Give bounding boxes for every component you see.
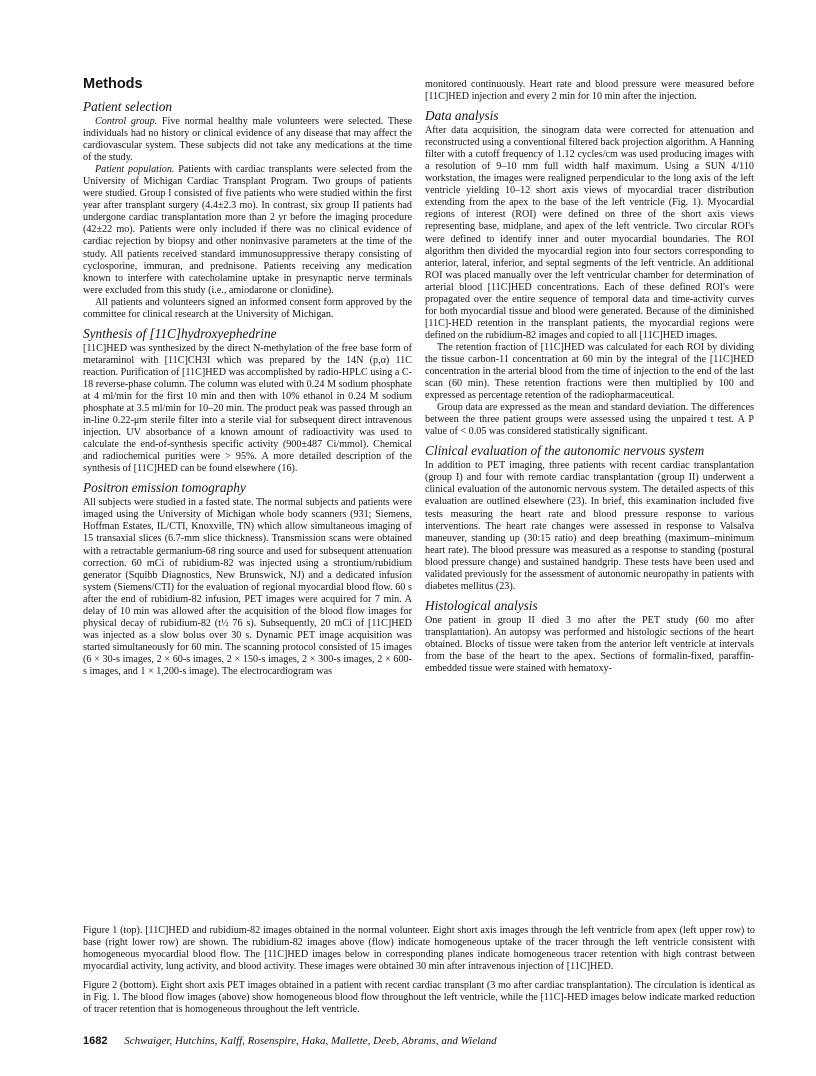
right-column [425,79,754,675]
subheading-patient-selection: Patient selection [83,99,172,114]
paragraph-data-analysis-1: After data acquisition, the sinogram data were corrected for attenuation and reconstructed using a conventional filtered back projection algorithm. A Hanning filter with a cutoff frequency of 1.12 cycles/cm was used producing images with a resolution of 9–10 mm full width half maximum. Using a SUN 4/110 workstation, the images were realigned perpendicular to the long axis of the left ventricle yielding 10–12 short axis views of myocardial tracer distribution extending from the apex to the base of the left ventricle (Fig. 1). Myocardial regions of interest (ROI) were defined on three of the short axis views representing base, midplane, and apex of the left ventricle. Two circular ROI's were defined to identify inner and outer myocardial boundaries. The ROI algorithm then divided the myocardial region into four sectors corresponding to anterior, lateral, inferior, and septal segments of the left ventricle. An additional ROI was placed manually over the left ventricular chamber for determination of arterial blood [11C]HED concentrations. Each of these defined ROI's were propagated over the entire sequence of temporal data and time-activity curves for both myocardial tissue and blood were generated. Because of the diminished [11C]-HED retention in the transplant patients, the myocardial regions were defined on the rubidium-82 images and copied to all [11C]HED images. [425,125,754,341]
paragraph-histological: One patient in group II died 3 mo after the PET study (60 mo after transplantation). An autopsy was performed and histologic sections of the heart obtained. Blocks of tissue were taken from the anterior left ventricle at intervals from the base of the heart to the apex. Sections of formalin-fixed, paraffin-embedded tissue were stained with hematoxy- [425,614,754,675]
figure-2-caption: Figure 2 (bottom). Eight short axis PET images obtained in a patient with recent cardiac transplant (3 mo after cardiac transplantation). The circulation is identical as in Fig. 1. The blood flow images (above) show homogeneous blood flow throughout the left ventricle, while the [11C]-HED images below indicate marked reduction of tracer retention that is homogeneous throughout the left ventricle. [83,980,755,1016]
paragraph-patient-population [83,164,412,297]
subheading-clinical-evaluation: Clinical evaluation of the autonomic nervous system [425,443,705,459]
running-authors: Schwaiger, Hutchins, Kalff, Rosenspire, Haka, Mallette, Deeb, Abrams, and Wieland [124,1035,497,1047]
section-heading-methods: Methods [83,76,143,92]
figure-1-caption: Figure 1 (top). [11C]HED and rubidium-82 images obtained in the normal volunteer. Eight short axis images through the left ventricle from apex (left upper row) to base (right lower row) are shown. The rubidium-82 images above (flow) indicate homogeneous uptake of the tracer through the left ventricle consistent with homogeneous myocardial blood flow. The [11C]HED images below in corresponding planes indicate homogeneous tracer retention with high contrast between myocardial activity, lung activity, and blood activity. These images were obtained 30 min after intravenous injection of [11C]HED. [83,925,755,973]
paragraph-synthesis: [11C]HED was synthesized by the direct N-methylation of the free base form of metaraminol with [11C]CH3I which was prepared by the 14N (p,α) 11C reaction. Purification of [11C]HED was accomplished by radio-HPLC using a C-18 reverse-phase column. The column was eluted with 0.24 M sodium phosphate at 4 ml/min for the first 10 min and then with 10% ethanol in 0.24 M sodium phosphate at 3.5 ml/min for 10–20 min. The product peak was passed through an in-line 0.22-μm sterile filter into a sterile vial for subsequent direct intravenous injection. UV absorbance of a known amount of radioactivity was used to calculate the end-of-synthesis specific activity (900±487 Ci/mmol). Chemical and radiochemical purities were > 95%. A more detailed description of the synthesis of [11C]HED can be found elsewhere (16). [83,342,412,475]
paragraph-data-analysis-2: The retention fraction of [11C]HED was calculated for each ROI by dividing the tissue carbon-11 concentration at 60 min by the integral of the [11C]HED concentration in the arterial blood from the time of injection to the end of the last scan (60 min). These retention fractions were then multiplied by 100 and expressed as percentage retention of the radiopharmaceutical. [425,341,754,402]
text-patient-population: Patients with cardiac transplants were selected from the University of Michigan Cardiac Transplant Program. Two groups of patients were studied. Group I consisted of five patients who were studied within the first year after transplant surgery (4.4±2.3 mo). In contrast, six group II patients had undergone cardiac transplantation more than 2 yr before the imaging procedure (42±22 mo). Patients were only included if there was no clinical evidence of cardiac rejection by biopsy and other noninvasive parameters at the time of the study. All patients received standard immunosuppressive therapy consisting of cyclosporine, immuran, and prednisone. Patients receiving any medication known to interfere with catecholamine uptake in presynaptic nerve terminals were excluded from this study (i.e., amiodarone or clonidine). [83,164,413,296]
subheading-pet: Positron emission tomography [83,480,246,496]
page-number: 1682 [83,1035,108,1047]
paragraph-clinical-evaluation: In addition to PET imaging, three patients with recent cardiac transplantation (group I) and four with remote cardiac transplantation (group II) underwent a clinical evaluation of the autonomic nervous system. The detailed aspects of this evaluation are outlined elsewhere (23). In brief, this examination included five tests measuring the heart rate and blood pressure response to various interventions. The heart rate changes were assessed in response to Valsalva maneuver, standing up (30:15 ratio) and deep breathing (maximum–minimum heart rate). The blood pressure was measured as a response to standing (postural blood pressure change) and sustained handgrip. These tests have been used and validated previously for the assessment of autonomic neuropathy in patients with diabetes mellitus (23). [425,460,754,592]
subheading-histological: Histological analysis [425,597,538,613]
page-footer [83,1035,497,1048]
figure-captions [83,925,755,1023]
paragraph-consent: All patients and volunteers signed an informed consent form approved by the committee for clinical research at the University of Michigan. [83,296,412,320]
subheading-synthesis: Synthesis of [11C]hydroxyephedrine [83,325,277,341]
left-column [83,76,412,678]
paragraph-data-analysis-3: Group data are expressed as the mean and standard deviation. The differences between the three patient groups were assessed using the unpaired t test. A P value of < 0.05 was considered statistically significant. [425,402,754,438]
paragraph-pet: All subjects were studied in a fasted state. The normal subjects and patients were imaged using the University of Michigan whole body scanners (931; Siemens, Hoffman Estates, IL/CTI, Knoxville, TN) which allow simultaneous imaging of 15 transaxial slices (6.7-mm slice thickness). Transmission scans were obtained with a retractable germanium-68 ring source and used for subsequent attenuation correction. 60 mCi of rubidium-82 was injected using a strontium/rubidium generator (Squibb Diagnostics, New Brunswick, NJ) and a dedicated infusion system (Siemens/CTI) for the evaluation of regional myocardial blood flow. 60 s after the end of rubidium-82 infusion, PET images were acquired for 7 min. A delay of 10 min was allowed after the acquisition of the blood flow images for physical decay of rubidium-82 (t½ 76 s). Subsequently, 20 mCi of [11C]HED was injected as a slow bolus over 30 s. Dynamic PET image acquisition was started simultaneously for 60 min. The scanning protocol consisted of 15 images (6 × 30-s images, 2 × 60-s images, 2 × 150-s images, 2 × 300-s images, 2 × 600-s images, and 1 × 1,200-s image). The electrocardiogram was [83,497,412,677]
runin-control-group: Control group. [95,116,158,127]
subheading-data-analysis: Data analysis [425,108,499,124]
runin-patient-population: Patient population. [95,164,175,176]
paragraph-continuation: monitored continuously. Heart rate and blood pressure were measured before [11C]HED injection and every 2 min for 10 min after the injection. [425,79,754,103]
text-control-group: Five normal healthy male volunteers were selected. These individuals had no history or clinical evidence of any disease that may affect the cardiovascular system. These subjects did not take any medications at the time of the study. [83,116,412,164]
paragraph-control-group [83,116,412,164]
